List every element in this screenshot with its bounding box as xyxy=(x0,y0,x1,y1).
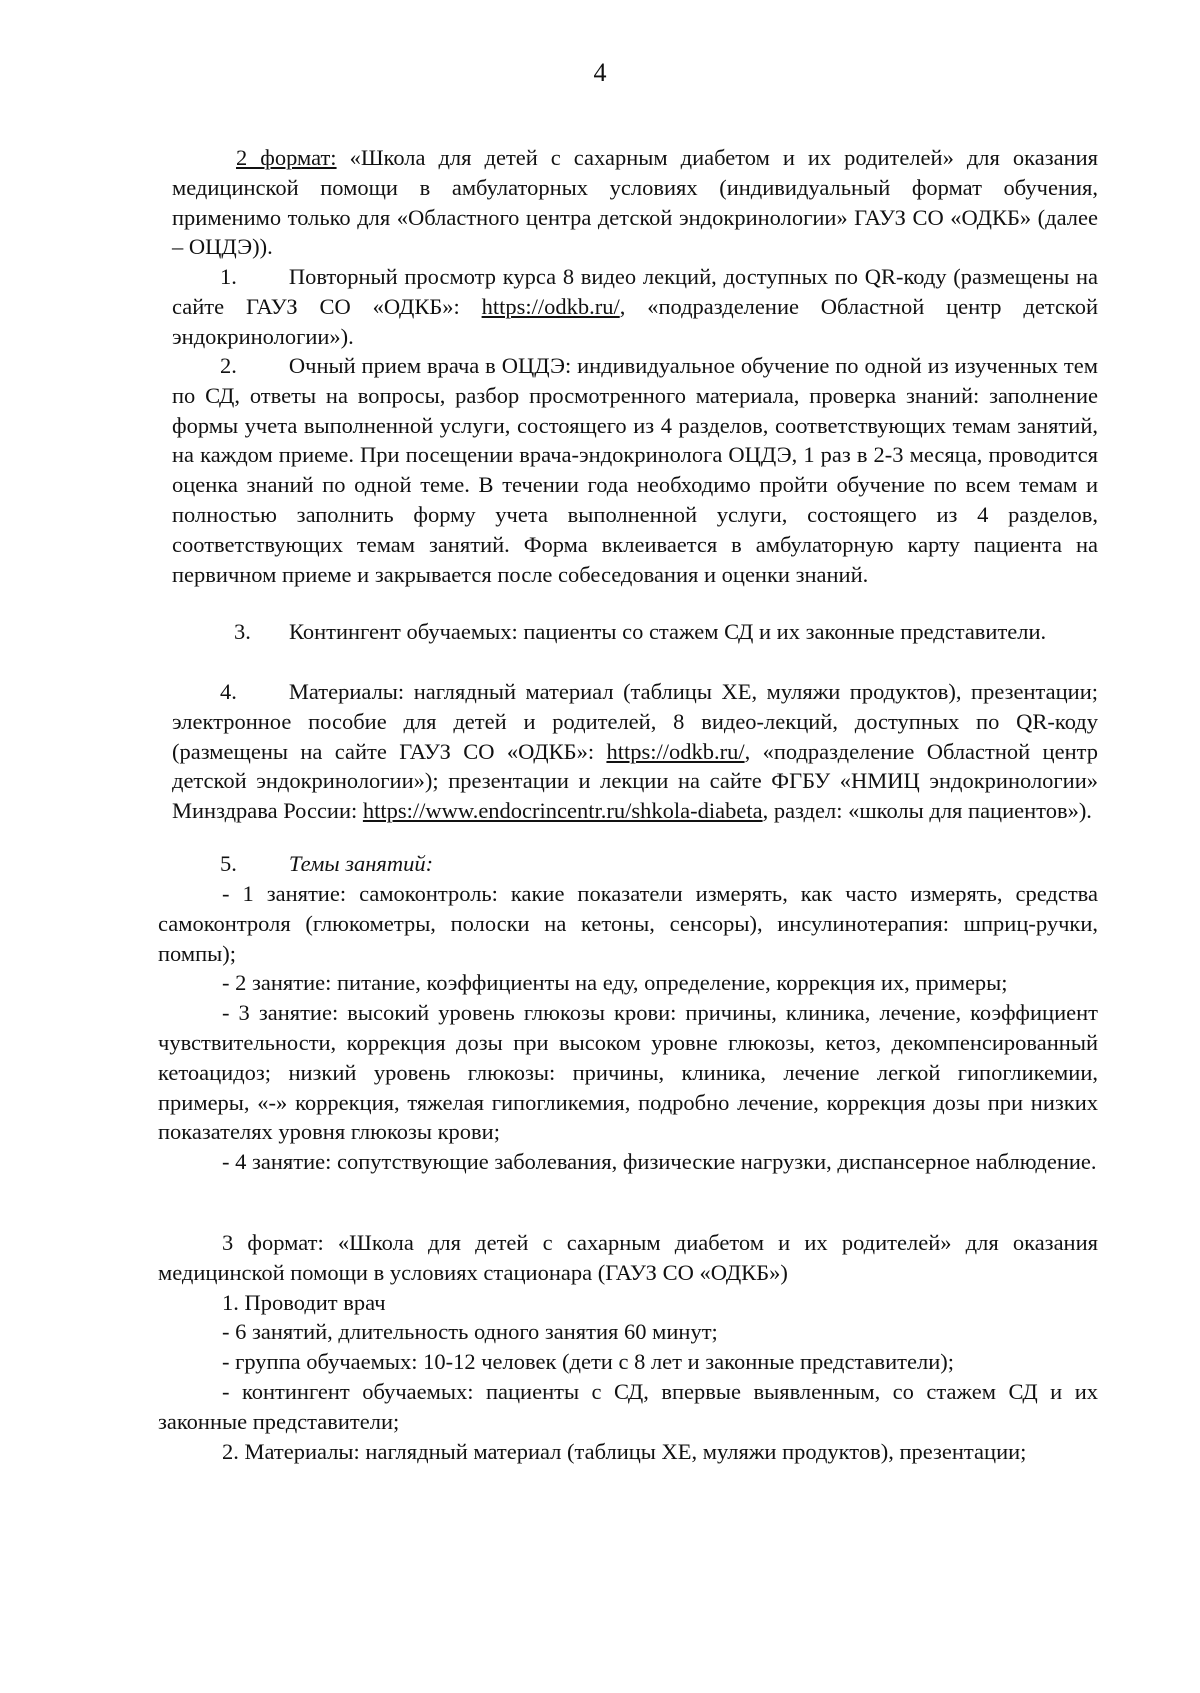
lesson-4: - 4 занятие: сопутствующие заболевания, физические нагрузки, диспансерное наблюдение. xyxy=(222,1149,1097,1175)
format3-line-2: - группа обучаемых: 10-12 человек (дети с 8 лет и законные представители); xyxy=(222,1349,955,1375)
lesson-1: - 1 занятие: самоконтроль: какие показатели измерять, как часто измерять, средства самоконтроля (глюкометры, полоски на кетоны, сенсоры), инсулинотерапия: шприц-ручки, помпы); xyxy=(158,881,1098,966)
page-number: 4 xyxy=(593,58,607,87)
item-text: Повторный просмотр курса 8 видео лекций, доступных по QR-коду (размещены на сайте ГАУЗ СО «ОДКБ»: xyxy=(172,264,1098,319)
odkb-link[interactable]: https://odkb.ru/ xyxy=(481,293,620,319)
format2-item-4 xyxy=(172,677,1098,826)
format2-item-3 xyxy=(190,617,1098,647)
format3-section xyxy=(158,1228,1098,1466)
item-text-tail: , раздел: «школы для пациентов»). xyxy=(762,798,1092,824)
item-text: Материалы: наглядный материал (таблицы ХЕ, муляжи продуктов), презентации; электронное пособие для детей и родителей, 8 видео-лекций, доступных по QR-коду (размещены на сайте ГАУЗ СО «ОДКБ»: xyxy=(172,679,1098,764)
format2-label: 2 формат: xyxy=(236,145,337,170)
item-number: 4. xyxy=(220,679,237,704)
format2-intro xyxy=(172,143,1098,262)
format2-title: «Школа для детей с сахарным диабетом и их родителей» для оказания медицинской помощи в амбулаторных условиях (индивидуальный формат обучения, применимо только для «Областного центра детской эндокринологии» ГАУЗ СО «ОДКБ» (далее – ОЦДЭ)). xyxy=(172,145,1099,260)
format2-item-1 xyxy=(172,262,1098,351)
odkb-link[interactable]: https://odkb.ru/ xyxy=(606,738,745,764)
lessons-list xyxy=(158,879,1098,1177)
item-text: Темы занятий: xyxy=(288,851,434,876)
format3-item-2: 2. Материалы: наглядный материал (таблицы ХЕ, муляжи продуктов), презентации; xyxy=(222,1438,1027,1464)
format3-line-3: - контингент обучаемых: пациенты с СД, впервые выявленным, со стажем СД и их законные представители; xyxy=(158,1378,1098,1434)
item-text-mid: , «подразделение Областной центр детской эндокринологии»); презентации и лекции на сайте ФГБУ «НМИЦ эндокринологии» Минздрава России: xyxy=(172,738,1098,824)
endocrincentr-link[interactable]: https://www.endocrincentr.ru/shkola-diabeta xyxy=(362,798,763,824)
lesson-2: - 2 занятие: питание, коэффициенты на еду, определение, коррекция их, примеры; xyxy=(222,970,1008,996)
item-number: 3. xyxy=(234,619,251,644)
format3-item-1: 1. Проводит врач xyxy=(222,1289,386,1315)
item-text: Очный прием врача в ОЦДЭ: индивидуальное обучение по одной из изученных тем по СД, ответы на вопросы, разбор просмотренного материала, проверка знаний: заполнение формы учета выполненной услуги, состоящего из 4 разделов, соответствующих темам занятий, на каждом приеме. При посещении врача-эндокринолога ОЦДЭ, 1 раз в 2-3 месяца, проводится оценка знаний по одной теме. В течении года необходимо пройти обучение по всем темам и полностью заполнить форму учета выполненной услуги, состоящего из 4 разделов, соответствующих темам занятий. Форма вклеивается в амбулаторную карту пациента на первичном приеме и закрывается после собеседования и оценки знаний. xyxy=(172,353,1098,587)
lesson-3: - 3 занятие: высокий уровень глюкозы крови: причины, клиника, лечение, коэффициент чувствительности, коррекция дозы при высоком уровне глюкозы, кетоз, декомпенсированный кетоацидоз; низкий уровень глюкозы: причины, клиника, лечение легкой гипогликемии, примеры, «-» коррекция, тяжелая гипогликемия, подробно лечение, коррекция дозы при низких показателях уровня глюкозы крови; xyxy=(158,1000,1098,1145)
item-number: 5. xyxy=(220,851,237,876)
format2-item-5 xyxy=(172,849,1098,879)
item-number: 1. xyxy=(220,264,237,289)
format3-line-1: - 6 занятий, длительность одного занятия 60 минут; xyxy=(222,1319,718,1345)
item-text-tail: , «подразделение Областной центр детской эндокринологии»). xyxy=(172,293,1098,349)
format3-title: 3 формат: «Школа для детей с сахарным диабетом и их родителей» для оказания медицинской помощи в условиях стационара (ГАУЗ СО «ОДКБ») xyxy=(158,1230,1098,1285)
item-text: Контингент обучаемых: пациенты со стажем СД и их законные представители. xyxy=(289,619,1047,644)
item-number: 2. xyxy=(220,353,237,378)
format2-item-2 xyxy=(172,351,1098,589)
